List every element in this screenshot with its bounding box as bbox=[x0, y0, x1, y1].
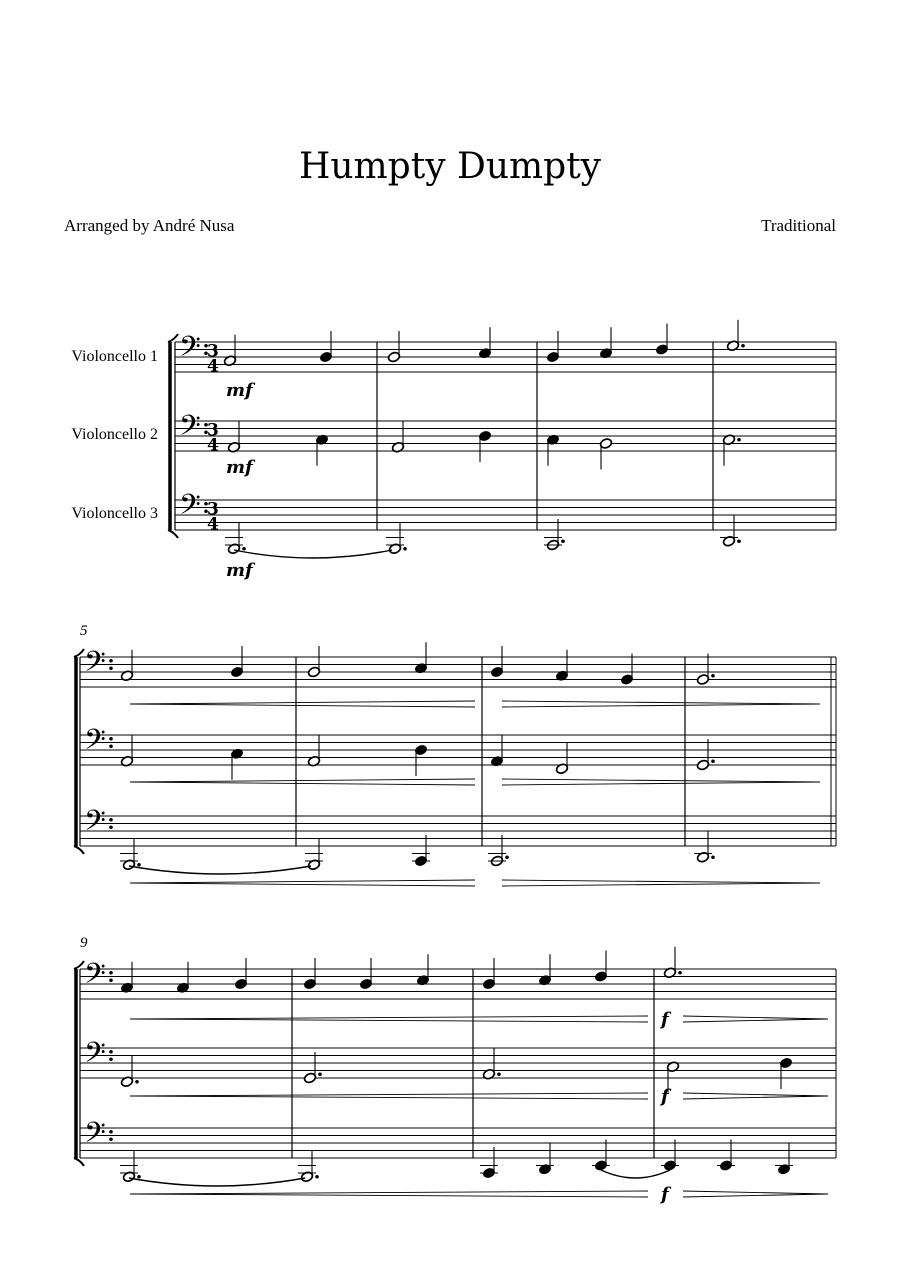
bass-clef-dot bbox=[109, 1130, 113, 1134]
crescendo-hairpin bbox=[130, 880, 475, 883]
system-bracket-hook bbox=[168, 530, 178, 538]
dynamic-f: f bbox=[661, 1009, 669, 1030]
bass-clef-dot bbox=[109, 1137, 113, 1141]
augmentation-dot bbox=[137, 1175, 141, 1179]
crescendo-hairpin bbox=[130, 1016, 648, 1019]
augmentation-dot bbox=[561, 539, 565, 543]
bass-clef-dot bbox=[109, 737, 113, 741]
bass-clef: 𝄢 bbox=[84, 804, 106, 845]
augmentation-dot bbox=[242, 547, 246, 551]
instrument-label-cello-2: Violoncello 2 bbox=[71, 426, 158, 443]
dynamic-mf: mf bbox=[226, 380, 253, 401]
augmentation-dot bbox=[497, 1072, 501, 1076]
decrescendo-hairpin bbox=[502, 779, 820, 782]
decrescendo-hairpin bbox=[502, 883, 820, 886]
augmentation-dot bbox=[741, 344, 745, 348]
system-bracket-hook bbox=[168, 334, 178, 342]
augmentation-dot bbox=[711, 674, 715, 678]
augmentation-dot bbox=[737, 539, 741, 543]
augmentation-dot bbox=[505, 855, 509, 859]
augmentation-dot bbox=[137, 863, 141, 867]
augmentation-dot bbox=[737, 438, 741, 442]
bass-clef: 𝄢 bbox=[84, 723, 106, 764]
decrescendo-hairpin bbox=[502, 880, 820, 883]
crescendo-hairpin bbox=[130, 883, 475, 886]
decrescendo-hairpin bbox=[502, 701, 820, 704]
arranger-credit: Arranged by André Nusa bbox=[64, 216, 235, 235]
augmentation-dot bbox=[403, 547, 407, 551]
bass-clef: 𝄢 bbox=[84, 1116, 106, 1157]
bass-clef-dot bbox=[109, 818, 113, 822]
bass-clef: 𝄢 bbox=[84, 645, 106, 686]
augmentation-dot bbox=[318, 1072, 322, 1076]
crescendo-hairpin bbox=[130, 782, 475, 785]
crescendo-hairpin bbox=[130, 701, 475, 704]
dynamic-f: f bbox=[661, 1086, 669, 1107]
bass-clef-dot bbox=[109, 1050, 113, 1054]
bass-clef-dot bbox=[109, 666, 113, 670]
bass-clef-dot bbox=[109, 659, 113, 663]
crescendo-hairpin bbox=[130, 1191, 648, 1194]
time-signature-bottom: 4 bbox=[207, 514, 219, 535]
instrument-label-cello-3: Violoncello 3 bbox=[71, 505, 158, 522]
bass-clef: 𝄢 bbox=[179, 330, 201, 371]
crescendo-hairpin bbox=[130, 704, 475, 707]
augmentation-dot bbox=[315, 1175, 319, 1179]
crescendo-hairpin bbox=[130, 1194, 648, 1197]
decrescendo-hairpin bbox=[683, 1093, 828, 1096]
time-signature-bottom: 4 bbox=[207, 435, 219, 456]
measure-number-9: 9 bbox=[80, 935, 88, 951]
bass-clef-dot bbox=[109, 1057, 113, 1061]
system-bracket-hook bbox=[74, 1158, 84, 1166]
bass-clef-dot bbox=[109, 971, 113, 975]
augmentation-dot bbox=[135, 1080, 139, 1084]
system-bracket-hook bbox=[74, 846, 84, 854]
dynamic-mf: mf bbox=[226, 457, 253, 478]
decrescendo-hairpin bbox=[683, 1096, 828, 1099]
bass-clef: 𝄢 bbox=[179, 488, 201, 529]
dynamic-f: f bbox=[661, 1184, 669, 1205]
augmentation-dot bbox=[678, 971, 682, 975]
augmentation-dot bbox=[711, 855, 715, 859]
bass-clef-dot bbox=[109, 825, 113, 829]
decrescendo-hairpin bbox=[683, 1191, 828, 1194]
bass-clef-dot bbox=[109, 744, 113, 748]
bass-clef: 𝄢 bbox=[84, 957, 106, 998]
tie bbox=[234, 550, 392, 558]
tie bbox=[129, 1178, 305, 1186]
composer-credit: Traditional bbox=[761, 216, 836, 235]
time-signature-bottom: 4 bbox=[207, 356, 219, 377]
system-bracket-hook bbox=[74, 649, 84, 657]
time-signature-top: 3 bbox=[207, 341, 219, 362]
decrescendo-hairpin bbox=[683, 1016, 828, 1019]
instrument-label-cello-1: Violoncello 1 bbox=[71, 348, 158, 365]
measure-number-5: 5 bbox=[80, 623, 88, 639]
system-bracket-hook bbox=[74, 961, 84, 969]
dynamic-mf: mf bbox=[226, 560, 253, 581]
tie bbox=[601, 1170, 670, 1178]
bass-clef: 𝄢 bbox=[84, 1036, 106, 1077]
crescendo-hairpin bbox=[130, 1093, 648, 1096]
crescendo-hairpin bbox=[130, 1019, 648, 1022]
time-signature-top: 3 bbox=[207, 420, 219, 441]
bass-clef-dot bbox=[109, 978, 113, 982]
decrescendo-hairpin bbox=[683, 1194, 828, 1197]
time-signature-top: 3 bbox=[207, 499, 219, 520]
decrescendo-hairpin bbox=[683, 1019, 828, 1022]
tie bbox=[129, 866, 311, 874]
decrescendo-hairpin bbox=[502, 704, 820, 707]
crescendo-hairpin bbox=[130, 1096, 648, 1099]
bass-clef: 𝄢 bbox=[179, 409, 201, 450]
augmentation-dot bbox=[711, 759, 715, 763]
crescendo-hairpin bbox=[130, 779, 475, 782]
piece-title: Humpty Dumpty bbox=[298, 146, 602, 187]
decrescendo-hairpin bbox=[502, 782, 820, 785]
